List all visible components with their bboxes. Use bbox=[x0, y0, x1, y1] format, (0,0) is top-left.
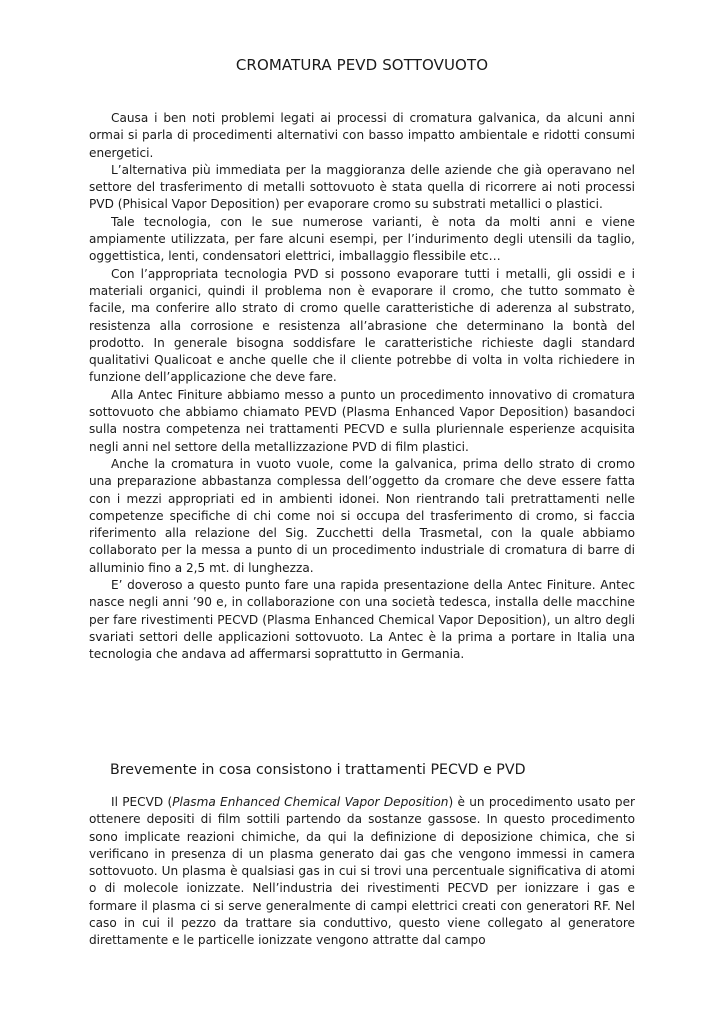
paragraph bbox=[89, 794, 635, 950]
pecvd-section bbox=[89, 794, 635, 950]
intro-section bbox=[89, 110, 635, 664]
paragraph: Causa i ben noti problemi legati ai processi di cromatura galvanica, da alcuni anni ormai si parla di procedimenti alternativi con basso impatto ambientale e ridotti consumi energetici. bbox=[89, 111, 635, 160]
section-heading: Brevemente in cosa consistono i trattamenti PECVD e PVD bbox=[110, 762, 526, 778]
emphasized-term: Plasma Enhanced Chemical Vapor Deposition bbox=[172, 795, 449, 809]
paragraph: Anche la cromatura in vuoto vuole, come la galvanica, prima dello strato di cromo una preparazione abbastanza complessa dell’oggetto da cromare che deve essere fatta con i mezzi appropriati ed in ambienti idonei. Non rientrando tali pretrattamenti nelle competenze specifiche di chi come noi si occupa del trasferimento di cromo, si faccia riferimento alla relazione del Sig. Zucchetti della Trasmetal, con la quale abbiamo collaborato per la messa a punto di un procedimento industriale di cromatura di barre di alluminio fino a 2,5 mt. di lunghezza. bbox=[89, 456, 635, 575]
paragraph: Con l’appropriata tecnologia PVD si possono evaporare tutti i metalli, gli ossidi e i materiali organici, quindi il problema non è evaporare il cromo, che tutto sommato è facile, ma conferire allo strato di cromo quelle caratteristiche di aderenza al substrato, resistenza alla corrosione e resistenza all’abrasione che determinano la bontà del prodotto. In generale bisogna soddisfare le caratteristiche richieste dagli standard qualitativi Qualicoat e anche quelle che il cliente potrebbe di volta in volta richiedere in funzione dell’applicazione che deve fare. bbox=[89, 266, 635, 385]
paragraph: L’alternativa più immediata per la maggioranza delle aziende che già operavano nel settore del trasferimento di metalli sottovuoto è stata quella di ricorrere ai noti processi PVD (Phisical Vapor Deposition) per evaporare cromo su substrati metallici o plastici. bbox=[89, 162, 635, 212]
paragraph: Tale tecnologia, con le sue numerose varianti, è nota da molti anni e viene ampiamente utilizzata, per fare alcuni esempi, per l’indurimento degli utensili da taglio, oggettistica, lenti, condensatori elettrici, imballaggio flessibile etc… bbox=[89, 214, 635, 264]
paragraph: E’ doveroso a questo punto fare una rapida presentazione della Antec Finiture. Antec nasce negli anni ’90 e, in collaborazione con una società tedesca, installa delle macchine per fare rivestimenti PECVD (Plasma Enhanced Chemical Vapor Deposition), un altro degli svariati settori delle applicazioni sottovuoto. La Antec è la prima a portare in Italia una tecnologia che andava ad affermarsi soprattutto in Germania. bbox=[89, 578, 635, 662]
paragraph-text-rest: ) è un procedimento usato per ottenere depositi di film sottili partendo da sostanze gassose. In questo procedimento sono implicate reazioni chimiche, da qui la definizione di deposizione chimica, che si verificano in presenza di un plasma generato dai gas che vengono immessi in camera sottovuoto. Un plasma è qualsiasi gas in cui si trovi una percentuale significativa di atomi o di molecole ionizzate. Nell’industria dei rivestimenti PECVD per ionizzare i gas e formare il plasma ci si serve generalmente di campi elettrici creati con generatori RF. Nel caso in cui il pezzo da trattare sia conduttivo, questo viene collegato al generatore direttamente e le particelle ionizzate vengono attratte dal campo bbox=[89, 795, 635, 948]
paragraph-text-start: Il PECVD ( bbox=[111, 795, 173, 809]
paragraph: Alla Antec Finiture abbiamo messo a punto un procedimento innovativo di cromatura sottovuoto che abbiamo chiamato PEVD (Plasma Enhanced Vapor Deposition) basandoci sulla nostra competenza nei trattamenti PECVD e sulla pluriennale esperienze acquisita negli anni nel settore della metallizzazione PVD di film plastici. bbox=[89, 387, 635, 454]
page-title: CROMATURA PEVD SOTTOVUOTO bbox=[235, 56, 489, 74]
